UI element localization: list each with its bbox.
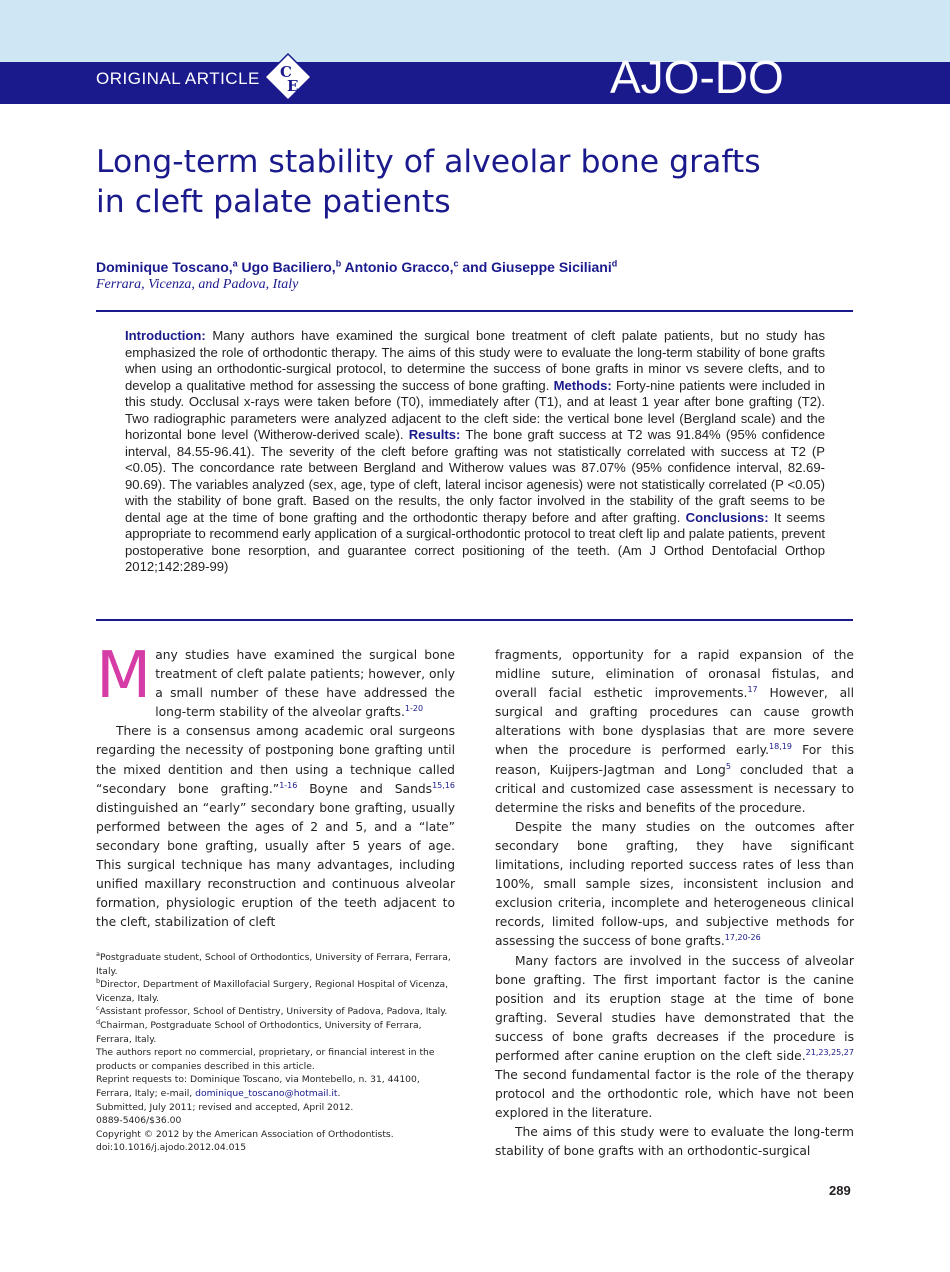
ce-credit-icon — [264, 53, 312, 101]
footnote-text: Postgraduate student, School of Orthodontics, University of Ferrara, Ferrara, Italy. — [96, 952, 451, 977]
footnote-text: Chairman, Postgraduate School of Orthodontics, University of Ferrara, Ferrara, Italy. — [96, 1019, 422, 1045]
author-name: and Giuseppe Siciliani — [458, 259, 612, 275]
paragraph-text: Many factors are involved in the success of alveolar bone grafting. The first important factor is the canine position and its eruption stage at the time of bone grafting. Several studies have demonstrated that the success of bone grafts decreases if the procedure is performed after canine eruption on the cleft side. — [495, 953, 854, 1063]
footnotes — [96, 951, 455, 1155]
paragraph-text: Despite the many studies on the outcomes after secondary bone grafting, they have significant limitations, including reported success rates of less than 100%, small sample sizes, inconsistent inclusion and exclusion criteria, incomplete and heterogeneous clinical records, limited follow-ups, and subjective methods for assessing the success of bone grafts. — [495, 819, 854, 949]
paragraph-text: concluded that a critical and customized case assessment is necessary to determine the risks and benefits of the procedure. — [495, 762, 854, 815]
abstract-intro-label: Introduction: — [125, 328, 206, 343]
citation-ref[interactable]: 5 — [725, 761, 731, 771]
author-affil-mark: c — [453, 258, 459, 269]
section-label: ORIGINAL ARTICLE — [96, 69, 260, 88]
body-paragraph — [495, 952, 854, 1124]
footnote-text: Reprint requests to: Dominique Toscano, via Montebello, n. 31, 44100, Ferrara, Italy; e-mail, — [96, 1074, 420, 1099]
footnote-reprint — [96, 1073, 455, 1100]
footnote-text: Assistant professor, School of Dentistry, University of Padova, Padova, Italy. — [99, 1006, 448, 1018]
article-title — [96, 142, 856, 222]
abstract-methods-label: Methods: — [553, 377, 612, 393]
ce-badge-top-letter: C — [280, 63, 292, 81]
paragraph-text: any studies have examined the surgical bone treatment of cleft palate patients; however, only a small number of these have addressed the long-term stability of the alveolar grafts. — [155, 648, 455, 720]
abstract-top-rule — [96, 310, 853, 312]
body-paragraph — [96, 639, 455, 722]
body-paragraph — [495, 1123, 854, 1161]
body-column-left — [96, 639, 455, 932]
paragraph-text: distinguished an “early” secondary bone grafting, usually performed between the ages of 2 and 5, and a “late” secondary bone grafting, usually after 5 years of age. This surgical technique has many advantages, including unified maxillary reconstruction and continuous alveolar formation, physiologic eruption of the teeth adjacent to the cleft, stabilization of cleft — [96, 800, 455, 930]
citation-ref[interactable]: 17 — [747, 685, 758, 695]
citation-ref[interactable]: 17,20-26 — [724, 933, 761, 943]
author-affil-mark: b — [335, 258, 342, 269]
citation-ref[interactable]: 1-20 — [404, 704, 424, 714]
author-affil-mark: a — [232, 258, 238, 269]
footnote-mark: b — [96, 977, 101, 986]
citation-ref[interactable]: 15,16 — [432, 780, 455, 790]
footnote-mark: a — [96, 949, 100, 958]
page-number: 289 — [829, 1183, 851, 1198]
author-affiliation: Ferrara, Vicenza, and Padova, Italy — [96, 277, 299, 292]
abstract — [125, 328, 825, 576]
footnote-mark: c — [96, 1004, 100, 1013]
abstract-bottom-rule — [96, 619, 853, 621]
title-line-2: in cleft palate patients — [96, 184, 451, 220]
abstract-conclusions-label: Conclusions: — [685, 509, 769, 525]
author-affil-mark: d — [611, 258, 618, 269]
header-top-band — [0, 0, 950, 62]
body-column-right — [495, 646, 854, 1162]
author-name: Ugo Baciliero, — [237, 259, 336, 275]
journal-logo: AJO-DO — [610, 51, 784, 103]
paragraph-text: Boyne and Sands — [297, 781, 433, 796]
author-list — [96, 259, 617, 275]
paragraph-text: fragments, opportunity for a rapid expansion of the midline suture, elimination of oronasal fistulas, and overall facial esthetic improvements. — [495, 648, 854, 701]
title-line-1: Long-term stability of alveolar bone grafts — [96, 144, 761, 180]
footnote-disclosure: The authors report no commercial, proprietary, or financial interest in the products or companies described in this article. — [96, 1047, 435, 1072]
footnote-affiliation — [96, 978, 455, 1005]
body-paragraph — [96, 722, 455, 932]
paragraph-text: The aims of this study were to evaluate the long-term stability of bone grafts with an orthodontic-surgical — [495, 1125, 854, 1159]
footnote-text: Director, Department of Maxillofacial Surgery, Regional Hospital of Vicenza, Vicenza, Italy. — [96, 979, 449, 1004]
abstract-methods-text: Forty-nine patients were included in this study. Occlusal x-rays were taken before (T0), immediately after (T1), and at least 1 year after bone grafting (T2). Two radiographic parameters were analyzed adjacent to the cleft side: the vertical bone level (Bergland scale) and the horizontal bone level (Witherow-derived scale). — [125, 377, 825, 442]
paragraph-text: For this reason, Kuijpers-Jagtman and Long — [495, 743, 854, 777]
abstract-intro-text: Many authors have examined the surgical bone treatment of cleft palate patients, but no study has emphasized the role of orthodontic therapy. The aims of this study were to evaluate the long-term stability of bone grafts when using an orthodontic-surgical protocol, to determine the success of bone grafts in minor vs severe clefts, and to develop a qualitative method for assessing the success of bone grafting. — [125, 328, 825, 393]
ce-badge-bottom-letter: E — [287, 77, 299, 95]
footnote-mark: d — [96, 1017, 101, 1026]
paragraph-text: However, all surgical and grafting procedures can cause growth alterations with bone dysplasias that are more severe when the procedure is performed early. — [495, 686, 854, 758]
citation-ref[interactable]: 1-16 — [279, 780, 298, 790]
paragraph-text: There is a consensus among academic oral surgeons regarding the necessity of postponing bone grafting until the mixed dentition and then using a technique called “secondary bone grafting.” — [96, 724, 455, 796]
footnote-affiliation — [96, 1019, 455, 1046]
footnote-affiliation — [96, 1005, 455, 1019]
footnote-submitted: Submitted, July 2011; revised and accepted, April 2012. — [96, 1101, 354, 1113]
citation-ref[interactable]: 18,19 — [769, 742, 792, 752]
citation-ref[interactable]: 21,23,25,27 — [805, 1047, 854, 1057]
abstract-conclusions-text: It seems appropriate to recommend early application of a surgical-orthodontic protocol to treat cleft lip and palate patients, prevent postoperative bone resorption, and guarantee correct positioning of the teeth. (Am J Orthod Dentofacial Orthop 2012;142:289-99) — [125, 509, 825, 574]
abstract-results-label: Results: — [408, 427, 461, 442]
footnote-text: . — [337, 1087, 341, 1099]
footnote-copyright: Copyright © 2012 by the American Association of Orthodontists. — [96, 1128, 394, 1140]
drop-cap: M — [96, 639, 152, 713]
paragraph-text: The second fundamental factor is the role of the therapy protocol and the orthodontic role, which have not been explored in the literature. — [495, 1068, 854, 1121]
email-link[interactable]: dominique_toscano@hotmail.it — [195, 1087, 338, 1099]
footnote-issn: 0889-5406/$36.00 — [96, 1115, 182, 1127]
footnote-doi[interactable]: doi:10.1016/j.ajodo.2012.04.015 — [96, 1142, 247, 1154]
body-paragraph — [495, 646, 854, 818]
author-name: Dominique Toscano, — [96, 259, 233, 275]
footnote-affiliation — [96, 951, 455, 978]
body-paragraph — [495, 818, 854, 952]
abstract-results-text: The bone graft success at T2 was 91.84% (95% confidence interval, 84.55-96.41). The severity of the cleft before grafting was not statistically correlated with success at T2 (P <0.05). The concordance rate between Bergland and Witherow values was 87.07% (95% confidence interval, 82.69-90.69). The variables analyzed (sex, age, type of cleft, lateral incisor agenesis) were not statistically correlated (P <0.05) with the stability of bone graft. Based on the results, the only factor involved in the stability of the graft seems to be dental age at the time of bone grafting and the orthodontic therapy before and after grafting. — [125, 427, 826, 525]
author-name: Antonio Gracco, — [341, 259, 454, 275]
